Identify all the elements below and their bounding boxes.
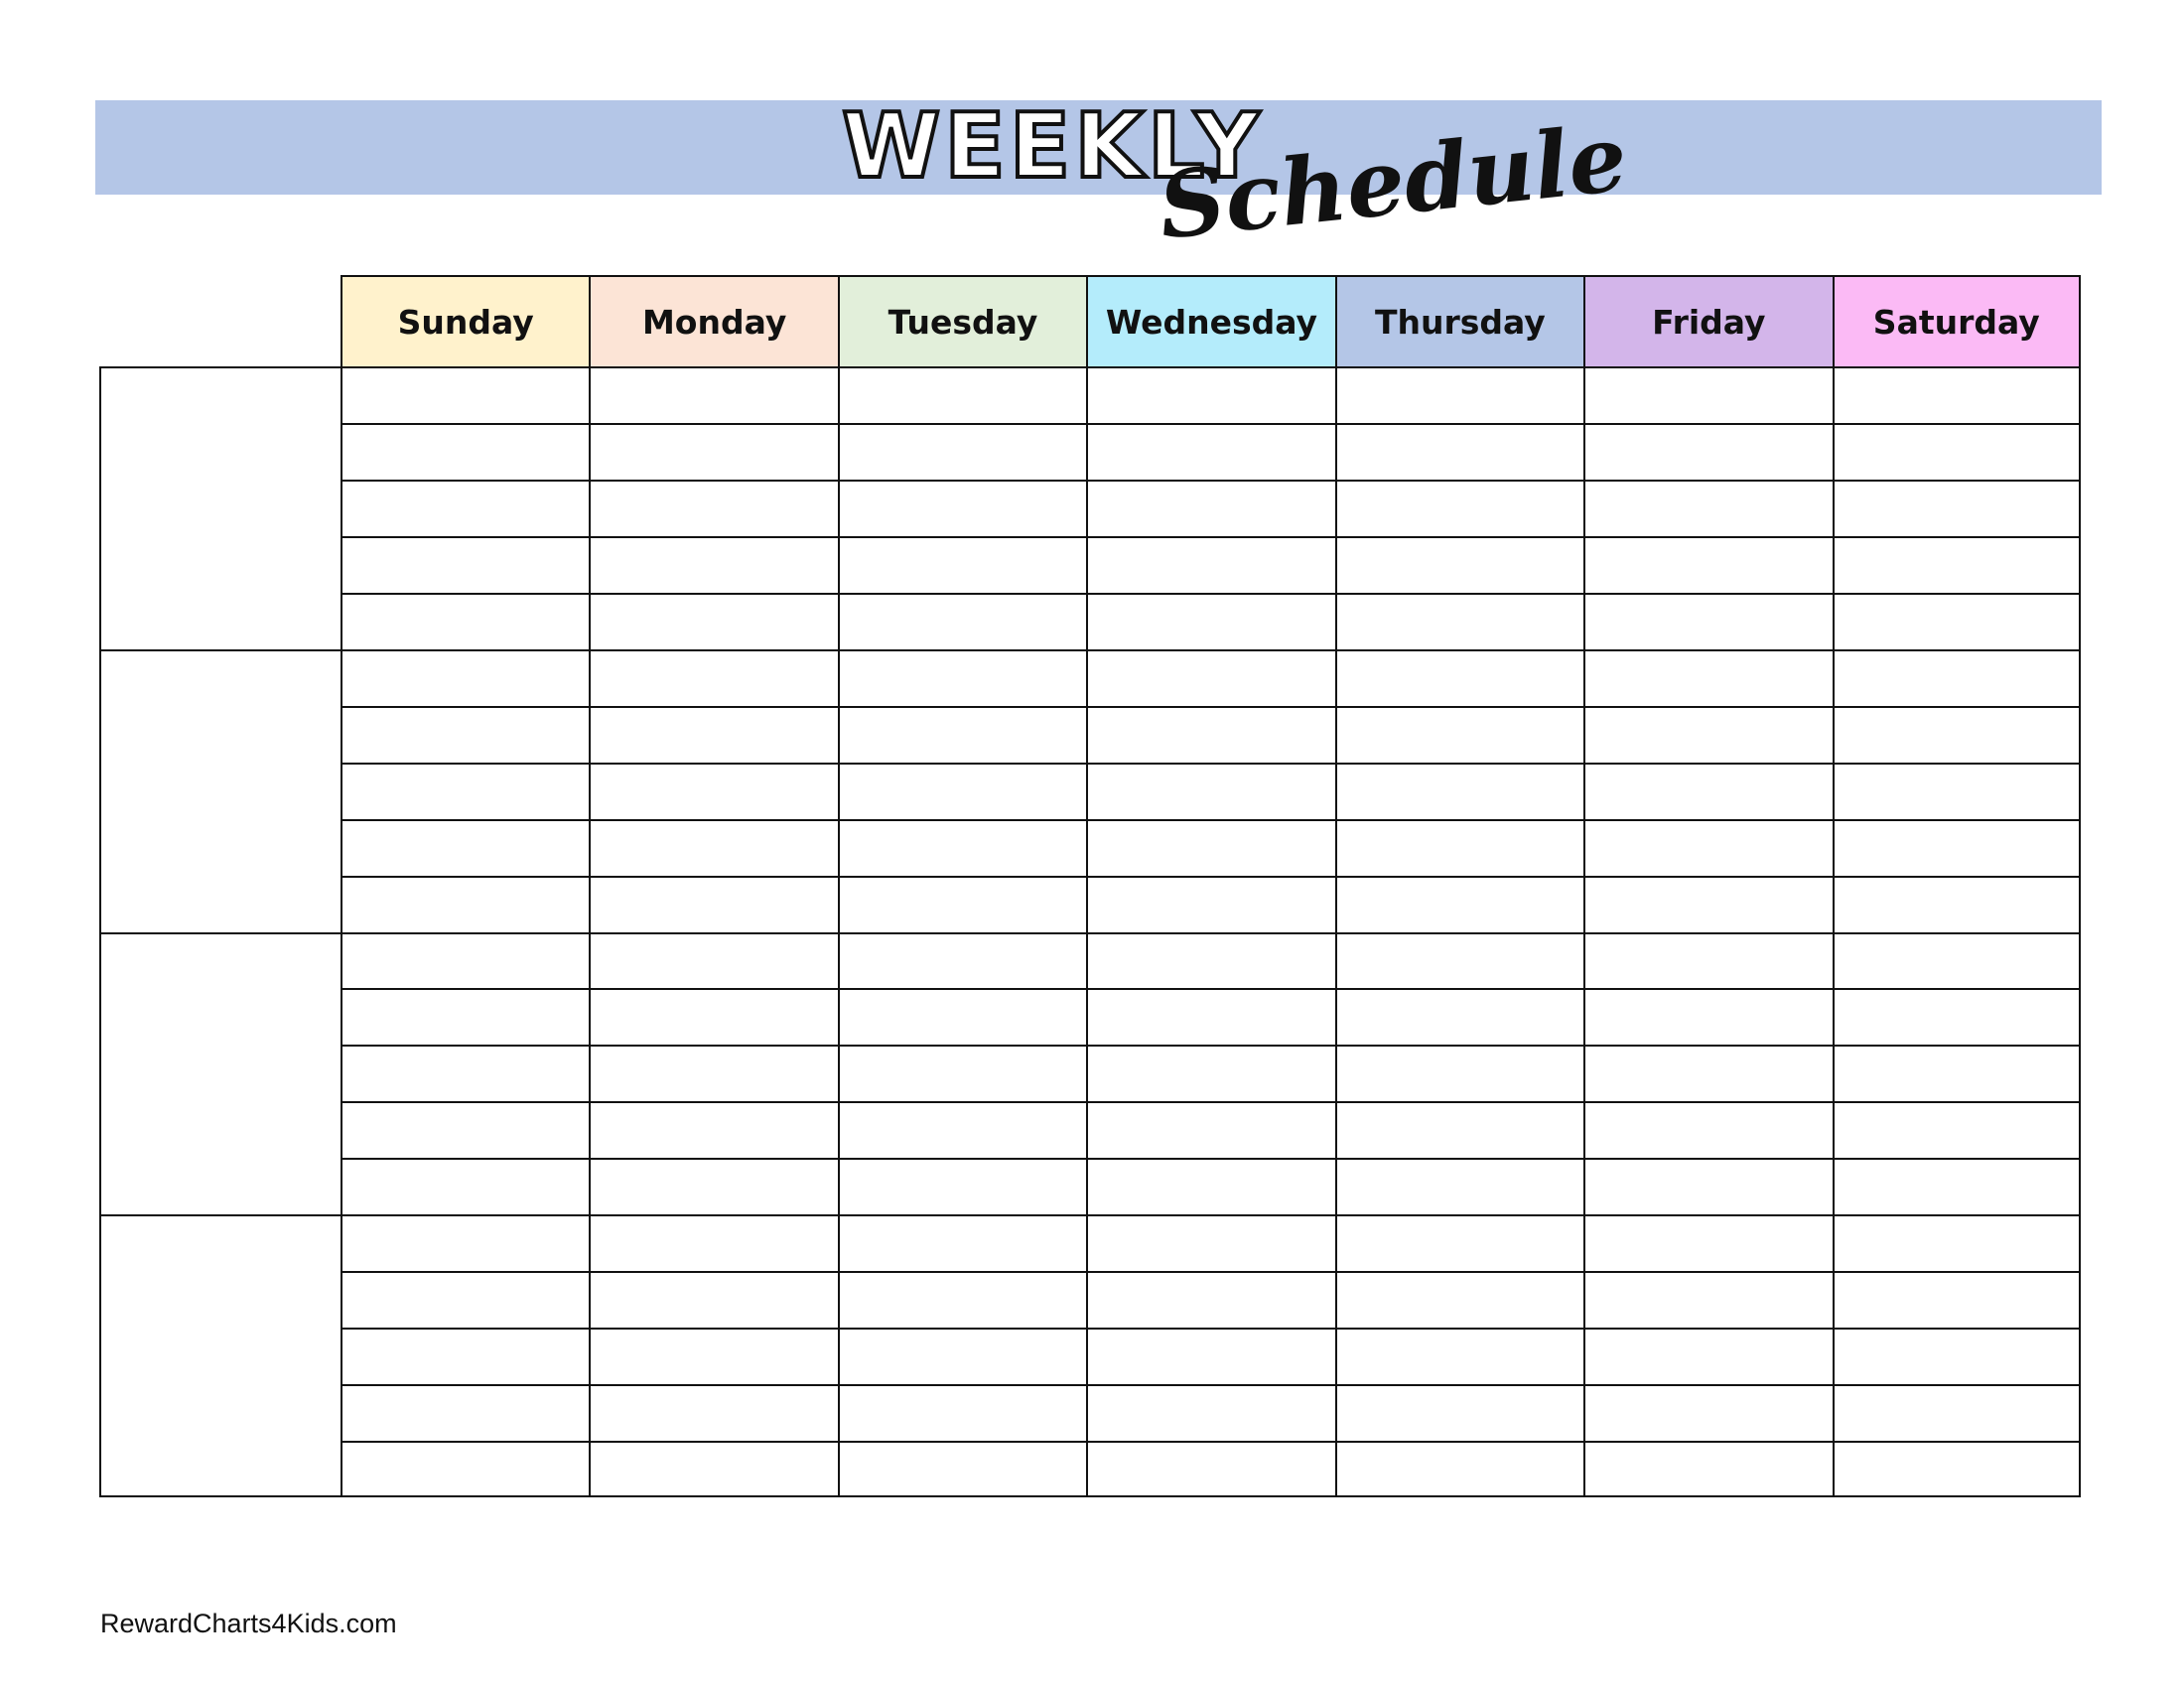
day-header-wednesday: Wednesday <box>1086 275 1334 366</box>
schedule-slot-sunday[interactable] <box>341 1158 589 1214</box>
schedule-slot-friday[interactable] <box>1583 423 1832 480</box>
schedule-slot-sunday[interactable] <box>341 819 589 876</box>
schedule-slot-sunday[interactable] <box>341 1384 589 1441</box>
schedule-slot-saturday[interactable] <box>1833 1271 2081 1328</box>
schedule-slot-monday[interactable] <box>589 706 837 763</box>
schedule-slot-tuesday[interactable] <box>838 480 1086 536</box>
schedule-slot-friday[interactable] <box>1583 1441 1832 1497</box>
schedule-slot-saturday[interactable] <box>1833 876 2081 932</box>
schedule-slot-friday[interactable] <box>1583 706 1832 763</box>
schedule-slot-monday[interactable] <box>589 1328 837 1384</box>
schedule-slot-monday[interactable] <box>589 763 837 819</box>
schedule-slot-friday[interactable] <box>1583 988 1832 1045</box>
schedule-slot-saturday[interactable] <box>1833 1441 2081 1497</box>
schedule-slot-sunday[interactable] <box>341 932 589 989</box>
schedule-slot-sunday[interactable] <box>341 1214 589 1271</box>
schedule-slot-thursday[interactable] <box>1335 932 1583 989</box>
schedule-slot-wednesday[interactable] <box>1086 480 1334 536</box>
schedule-slot-thursday[interactable] <box>1335 1271 1583 1328</box>
schedule-slot-monday[interactable] <box>589 1384 837 1441</box>
schedule-slot-tuesday[interactable] <box>838 819 1086 876</box>
schedule-slot-wednesday[interactable] <box>1086 423 1334 480</box>
schedule-slot-sunday[interactable] <box>341 1045 589 1101</box>
schedule-slot-saturday[interactable] <box>1833 423 2081 480</box>
schedule-slot-thursday[interactable] <box>1335 819 1583 876</box>
schedule-slot-thursday[interactable] <box>1335 706 1583 763</box>
schedule-slot-monday[interactable] <box>589 423 837 480</box>
schedule-slot-sunday[interactable] <box>341 536 589 593</box>
schedule-slot-friday[interactable] <box>1583 763 1832 819</box>
schedule-slot-sunday[interactable] <box>341 649 589 706</box>
schedule-slot-tuesday[interactable] <box>838 1271 1086 1328</box>
schedule-slot-saturday[interactable] <box>1833 819 2081 876</box>
schedule-slot-sunday[interactable] <box>341 480 589 536</box>
schedule-slot-saturday[interactable] <box>1833 536 2081 593</box>
schedule-slot-wednesday[interactable] <box>1086 932 1334 989</box>
schedule-slot-monday[interactable] <box>589 1045 837 1101</box>
schedule-slot-monday[interactable] <box>589 480 837 536</box>
day-header-tuesday: Tuesday <box>838 275 1086 366</box>
schedule-slot-sunday[interactable] <box>341 763 589 819</box>
schedule-slot-friday[interactable] <box>1583 932 1832 989</box>
schedule-slot-sunday[interactable] <box>341 366 589 423</box>
schedule-slot-tuesday[interactable] <box>838 1158 1086 1214</box>
schedule-slot-sunday[interactable] <box>341 876 589 932</box>
schedule-slot-thursday[interactable] <box>1335 763 1583 819</box>
schedule-slot-wednesday[interactable] <box>1086 1271 1334 1328</box>
schedule-slot-sunday[interactable] <box>341 423 589 480</box>
schedule-slot-monday[interactable] <box>589 1214 837 1271</box>
schedule-slot-thursday[interactable] <box>1335 423 1583 480</box>
schedule-slot-saturday[interactable] <box>1833 1045 2081 1101</box>
schedule-slot-wednesday[interactable] <box>1086 1328 1334 1384</box>
footer-credit: RewardCharts4Kids.com <box>100 1609 397 1638</box>
schedule-slot-saturday[interactable] <box>1833 706 2081 763</box>
schedule-slot-thursday[interactable] <box>1335 1214 1583 1271</box>
schedule-slot-friday[interactable] <box>1583 593 1832 649</box>
schedule-slot-friday[interactable] <box>1583 366 1832 423</box>
schedule-slot-monday[interactable] <box>589 932 837 989</box>
schedule-slot-wednesday[interactable] <box>1086 593 1334 649</box>
schedule-slot-wednesday[interactable] <box>1086 649 1334 706</box>
schedule-slot-thursday[interactable] <box>1335 649 1583 706</box>
schedule-slot-saturday[interactable] <box>1833 1214 2081 1271</box>
schedule-slot-tuesday[interactable] <box>838 988 1086 1045</box>
schedule-slot-tuesday[interactable] <box>838 876 1086 932</box>
schedule-slot-monday[interactable] <box>589 593 837 649</box>
schedule-slot-friday[interactable] <box>1583 876 1832 932</box>
schedule-slot-sunday[interactable] <box>341 988 589 1045</box>
schedule-slot-wednesday[interactable] <box>1086 536 1334 593</box>
title-weekly: WEEKLY <box>842 94 1264 199</box>
schedule-slot-thursday[interactable] <box>1335 1441 1583 1497</box>
schedule-slot-friday[interactable] <box>1583 649 1832 706</box>
schedule-slot-saturday[interactable] <box>1833 932 2081 989</box>
schedule-slot-thursday[interactable] <box>1335 1045 1583 1101</box>
schedule-slot-tuesday[interactable] <box>838 763 1086 819</box>
schedule-slot-sunday[interactable] <box>341 1271 589 1328</box>
schedule-slot-thursday[interactable] <box>1335 988 1583 1045</box>
schedule-slot-tuesday[interactable] <box>838 1441 1086 1497</box>
schedule-slot-tuesday[interactable] <box>838 1101 1086 1158</box>
schedule-slot-wednesday[interactable] <box>1086 988 1334 1045</box>
schedule-slot-wednesday[interactable] <box>1086 819 1334 876</box>
schedule-slot-friday[interactable] <box>1583 536 1832 593</box>
schedule-slot-tuesday[interactable] <box>838 932 1086 989</box>
schedule-slot-saturday[interactable] <box>1833 1328 2081 1384</box>
schedule-slot-wednesday[interactable] <box>1086 1045 1334 1101</box>
schedule-slot-saturday[interactable] <box>1833 1384 2081 1441</box>
schedule-slot-friday[interactable] <box>1583 1214 1832 1271</box>
schedule-slot-thursday[interactable] <box>1335 593 1583 649</box>
schedule-slot-monday[interactable] <box>589 1158 837 1214</box>
schedule-slot-friday[interactable] <box>1583 819 1832 876</box>
schedule-slot-wednesday[interactable] <box>1086 366 1334 423</box>
schedule-slot-tuesday[interactable] <box>838 1384 1086 1441</box>
schedule-slot-monday[interactable] <box>589 819 837 876</box>
schedule-slot-saturday[interactable] <box>1833 988 2081 1045</box>
schedule-slot-wednesday[interactable] <box>1086 1441 1334 1497</box>
schedule-slot-friday[interactable] <box>1583 1271 1832 1328</box>
schedule-slot-tuesday[interactable] <box>838 366 1086 423</box>
schedule-slot-monday[interactable] <box>589 1441 837 1497</box>
schedule-slot-tuesday[interactable] <box>838 423 1086 480</box>
schedule-slot-saturday[interactable] <box>1833 649 2081 706</box>
schedule-slot-sunday[interactable] <box>341 1101 589 1158</box>
schedule-slot-wednesday[interactable] <box>1086 1101 1334 1158</box>
schedule-slot-monday[interactable] <box>589 366 837 423</box>
schedule-slot-friday[interactable] <box>1583 1101 1832 1158</box>
schedule-grid <box>99 275 2081 1497</box>
schedule-slot-tuesday[interactable] <box>838 706 1086 763</box>
time-block-label[interactable] <box>99 649 341 932</box>
schedule-slot-sunday[interactable] <box>341 1441 589 1497</box>
title-schedule: Schedule <box>1154 103 1632 260</box>
schedule-slot-thursday[interactable] <box>1335 366 1583 423</box>
schedule-slot-thursday[interactable] <box>1335 480 1583 536</box>
schedule-slot-wednesday[interactable] <box>1086 1384 1334 1441</box>
day-header-thursday: Thursday <box>1335 275 1583 366</box>
schedule-slot-thursday[interactable] <box>1335 1101 1583 1158</box>
schedule-slot-sunday[interactable] <box>341 1328 589 1384</box>
schedule-slot-thursday[interactable] <box>1335 876 1583 932</box>
day-header-saturday: Saturday <box>1833 275 2081 366</box>
schedule-slot-saturday[interactable] <box>1833 480 2081 536</box>
day-header-friday: Friday <box>1583 275 1832 366</box>
schedule-slot-tuesday[interactable] <box>838 1214 1086 1271</box>
time-block-label[interactable] <box>99 932 341 1215</box>
schedule-slot-tuesday[interactable] <box>838 1045 1086 1101</box>
schedule-slot-monday[interactable] <box>589 876 837 932</box>
schedule-slot-friday[interactable] <box>1583 1328 1832 1384</box>
schedule-slot-friday[interactable] <box>1583 1045 1832 1101</box>
schedule-slot-thursday[interactable] <box>1335 536 1583 593</box>
schedule-slot-saturday[interactable] <box>1833 1101 2081 1158</box>
schedule-slot-thursday[interactable] <box>1335 1384 1583 1441</box>
schedule-slot-monday[interactable] <box>589 1101 837 1158</box>
schedule-slot-saturday[interactable] <box>1833 763 2081 819</box>
schedule-slot-sunday[interactable] <box>341 706 589 763</box>
schedule-slot-friday[interactable] <box>1583 1384 1832 1441</box>
schedule-slot-monday[interactable] <box>589 536 837 593</box>
schedule-slot-wednesday[interactable] <box>1086 763 1334 819</box>
schedule-slot-saturday[interactable] <box>1833 366 2081 423</box>
schedule-slot-friday[interactable] <box>1583 1158 1832 1214</box>
schedule-slot-sunday[interactable] <box>341 593 589 649</box>
schedule-slot-wednesday[interactable] <box>1086 1214 1334 1271</box>
schedule-slot-monday[interactable] <box>589 988 837 1045</box>
schedule-slot-friday[interactable] <box>1583 480 1832 536</box>
schedule-slot-wednesday[interactable] <box>1086 706 1334 763</box>
schedule-slot-tuesday[interactable] <box>838 1328 1086 1384</box>
schedule-slot-saturday[interactable] <box>1833 1158 2081 1214</box>
time-block-label[interactable] <box>99 1214 341 1497</box>
grid-corner <box>99 275 341 366</box>
schedule-slot-wednesday[interactable] <box>1086 1158 1334 1214</box>
schedule-slot-tuesday[interactable] <box>838 536 1086 593</box>
day-header-monday: Monday <box>589 275 837 366</box>
schedule-slot-tuesday[interactable] <box>838 649 1086 706</box>
schedule-slot-wednesday[interactable] <box>1086 876 1334 932</box>
time-block-label[interactable] <box>99 366 341 649</box>
schedule-slot-saturday[interactable] <box>1833 593 2081 649</box>
schedule-slot-thursday[interactable] <box>1335 1328 1583 1384</box>
schedule-slot-thursday[interactable] <box>1335 1158 1583 1214</box>
day-header-sunday: Sunday <box>341 275 589 366</box>
schedule-slot-monday[interactable] <box>589 1271 837 1328</box>
schedule-slot-tuesday[interactable] <box>838 593 1086 649</box>
schedule-slot-monday[interactable] <box>589 649 837 706</box>
